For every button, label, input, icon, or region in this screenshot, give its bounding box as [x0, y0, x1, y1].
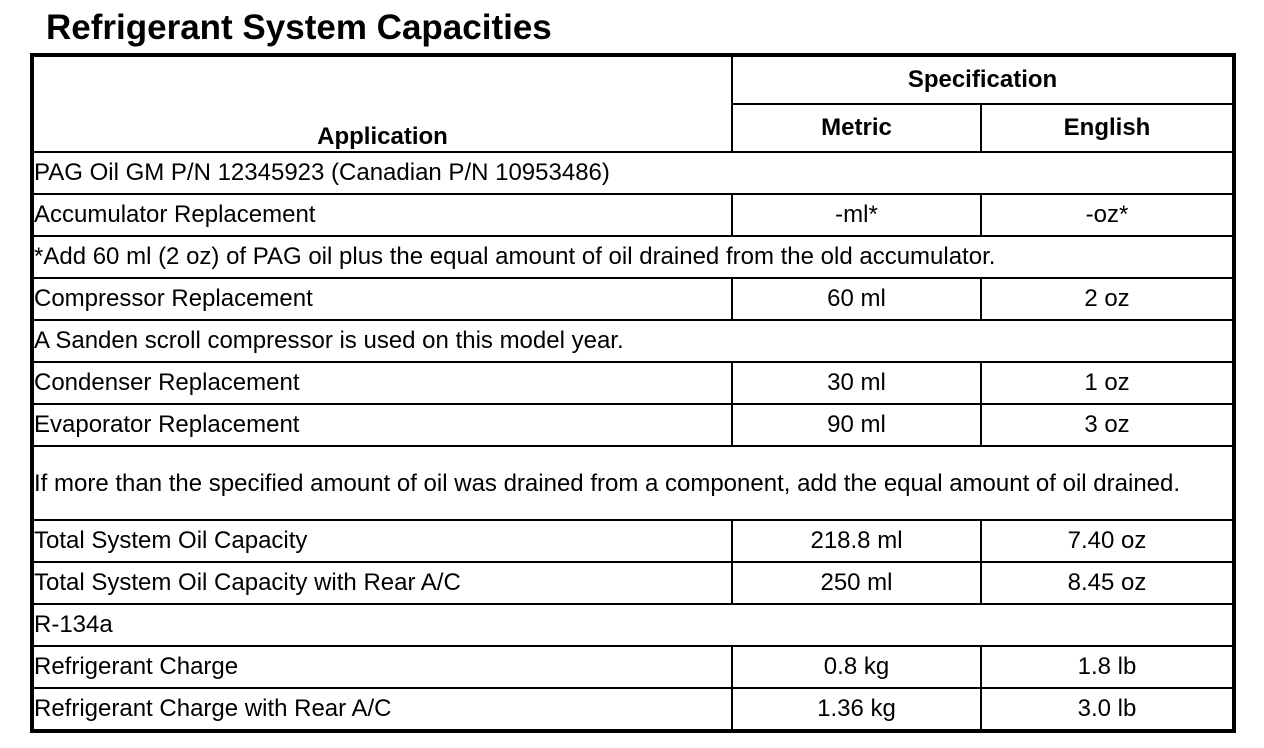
english-value: 7.40 oz: [981, 520, 1234, 562]
table-row: [32, 404, 1234, 446]
row-label: Condenser Replacement: [32, 362, 732, 404]
english-value: 3.0 lb: [981, 688, 1234, 731]
header-row: [32, 55, 1234, 104]
metric-value: 90 ml: [732, 404, 981, 446]
table-row: [32, 688, 1234, 731]
header-english: English: [981, 104, 1234, 152]
metric-value: 1.36 kg: [732, 688, 981, 731]
table-row: [32, 646, 1234, 688]
table-row: [32, 194, 1234, 236]
note-row: [32, 320, 1234, 362]
row-label: Evaporator Replacement: [32, 404, 732, 446]
table-row: [32, 520, 1234, 562]
english-value: 3 oz: [981, 404, 1234, 446]
metric-value: 250 ml: [732, 562, 981, 604]
row-label: Refrigerant Charge with Rear A/C: [32, 688, 732, 731]
row-label: Total System Oil Capacity with Rear A/C: [32, 562, 732, 604]
english-value: 1.8 lb: [981, 646, 1234, 688]
header-application: Application: [32, 55, 732, 152]
row-label: Compressor Replacement: [32, 278, 732, 320]
note-text: A Sanden scroll compressor is used on this model year.: [32, 320, 1234, 362]
english-value: -oz*: [981, 194, 1234, 236]
table-row: [32, 278, 1234, 320]
english-value: 1 oz: [981, 362, 1234, 404]
note-row: [32, 446, 1234, 520]
metric-value: 218.8 ml: [732, 520, 981, 562]
metric-value: 30 ml: [732, 362, 981, 404]
row-label: Accumulator Replacement: [32, 194, 732, 236]
note-row: [32, 236, 1234, 278]
table-row: [32, 562, 1234, 604]
metric-value: 60 ml: [732, 278, 981, 320]
page-title: Refrigerant System Capacities: [46, 8, 552, 47]
header-metric: Metric: [732, 104, 981, 152]
english-value: 8.45 oz: [981, 562, 1234, 604]
group-label: PAG Oil GM P/N 12345923 (Canadian P/N 10953486): [32, 152, 1234, 194]
note-text: *Add 60 ml (2 oz) of PAG oil plus the equal amount of oil drained from the old accumulator.: [32, 236, 1234, 278]
metric-value: -ml*: [732, 194, 981, 236]
note-text: If more than the specified amount of oil was drained from a component, add the equal amount of oil drained.: [32, 446, 1234, 520]
row-label: Refrigerant Charge: [32, 646, 732, 688]
english-value: 2 oz: [981, 278, 1234, 320]
group-row: [32, 152, 1234, 194]
group-label: R-134a: [32, 604, 1234, 646]
metric-value: 0.8 kg: [732, 646, 981, 688]
row-label: Total System Oil Capacity: [32, 520, 732, 562]
table-row: [32, 362, 1234, 404]
header-specification: Specification: [732, 55, 1234, 104]
group-row: [32, 604, 1234, 646]
capacities-table: [30, 53, 1236, 733]
